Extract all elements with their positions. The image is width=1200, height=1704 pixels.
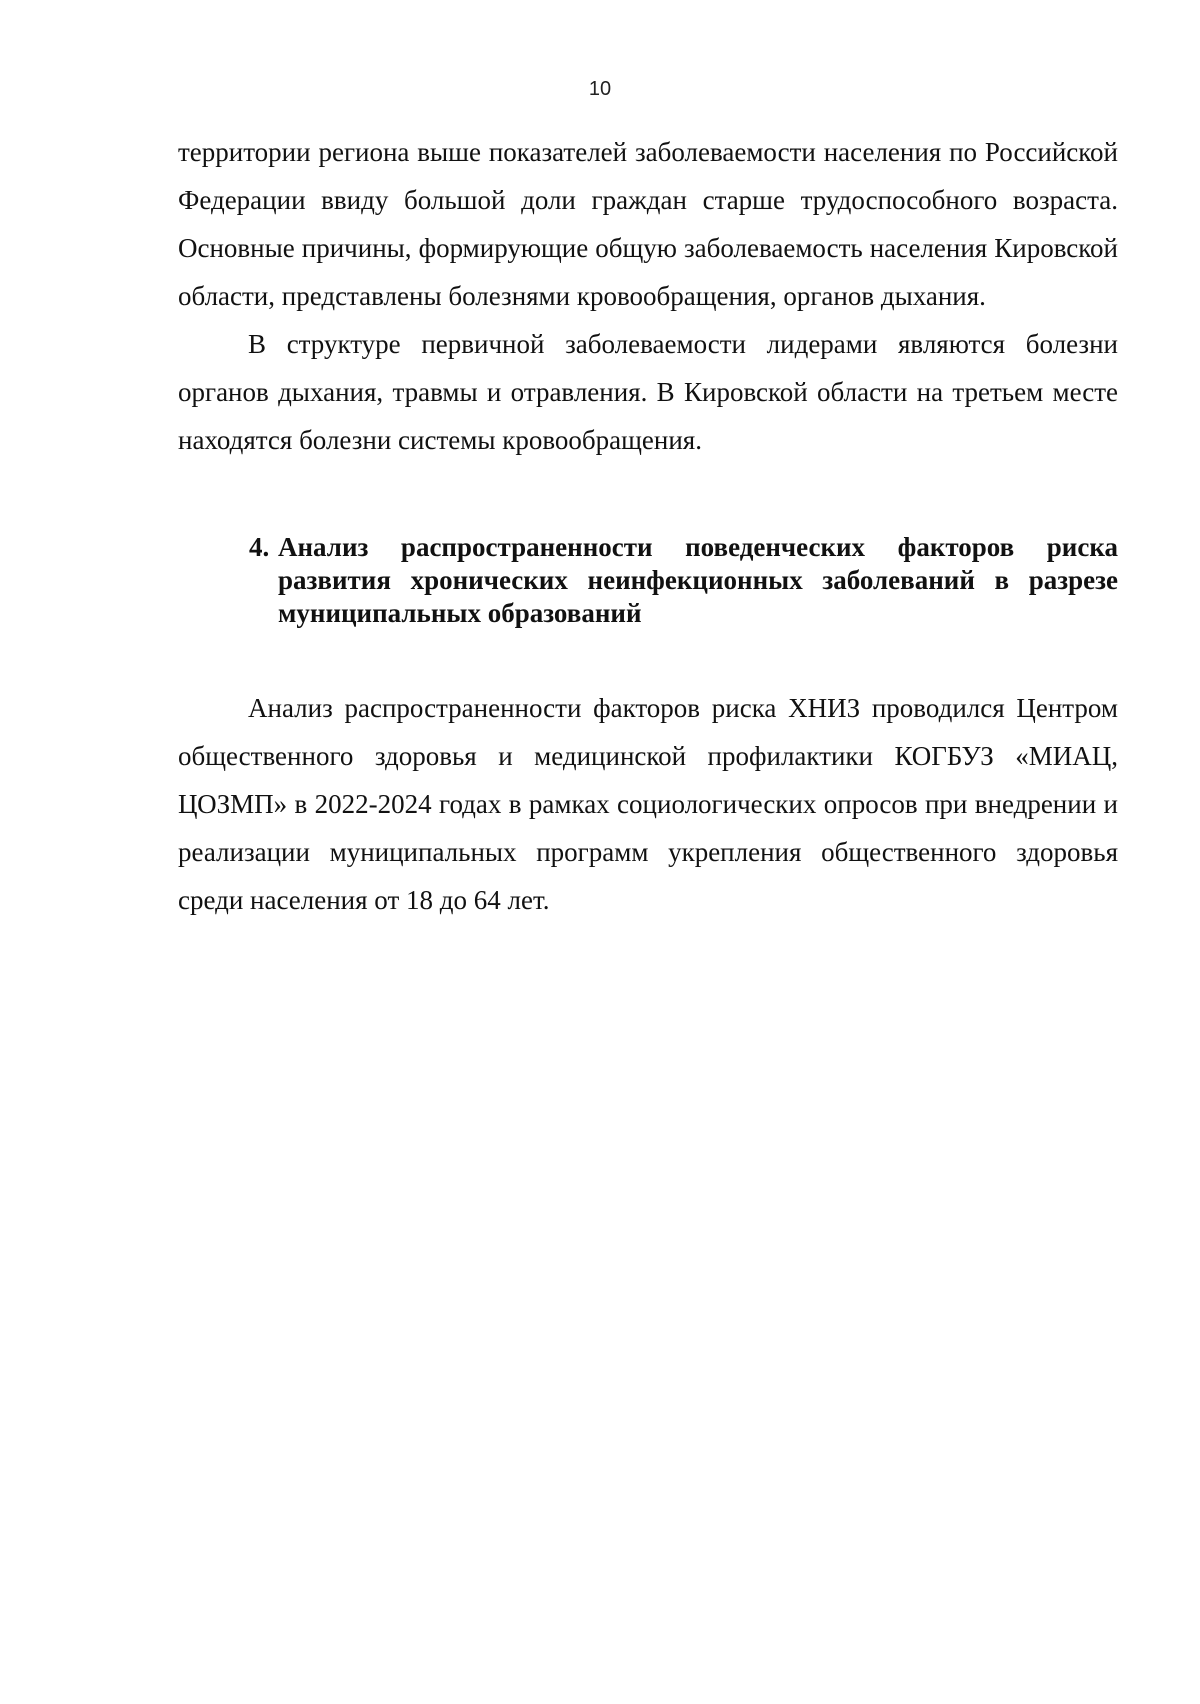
section-heading: [249, 531, 1118, 630]
page-content: [178, 128, 1118, 924]
page-number: 10: [588, 78, 612, 100]
paragraph-section-body: Анализ распространенности факторов риска ХНИЗ проводился Центром общественного здоровья и медицинской профилактики КОГБУЗ «МИАЦ, ЦОЗМП» в 2022-2024 годах в рамках социологических опросов при внедрении и реализации муниципальных программ укрепления общественного здоровья среди населения от 18 до 64 лет.: [178, 693, 1118, 915]
paragraph-continuation: территории региона выше показателей заболеваемости населения по Российской Федерации ввиду большой доли граждан старше трудоспособного возраста. Основные причины, формирующие общую заболеваемость населения Кировской области, представлены болезнями кровообращения, органов дыхания.: [178, 137, 1118, 311]
section-title: Анализ распространенности поведенческих факторов риска развития хронических неинфекционных заболеваний в разрезе муниципальных образований: [278, 532, 1118, 628]
section-number: 4.: [249, 532, 270, 562]
paragraph-primary-morbidity: В структуре первичной заболеваемости лидерами являются болезни органов дыхания, травмы и отравления. В Кировской области на третьем месте находятся болезни системы кровообращения.: [178, 329, 1118, 455]
